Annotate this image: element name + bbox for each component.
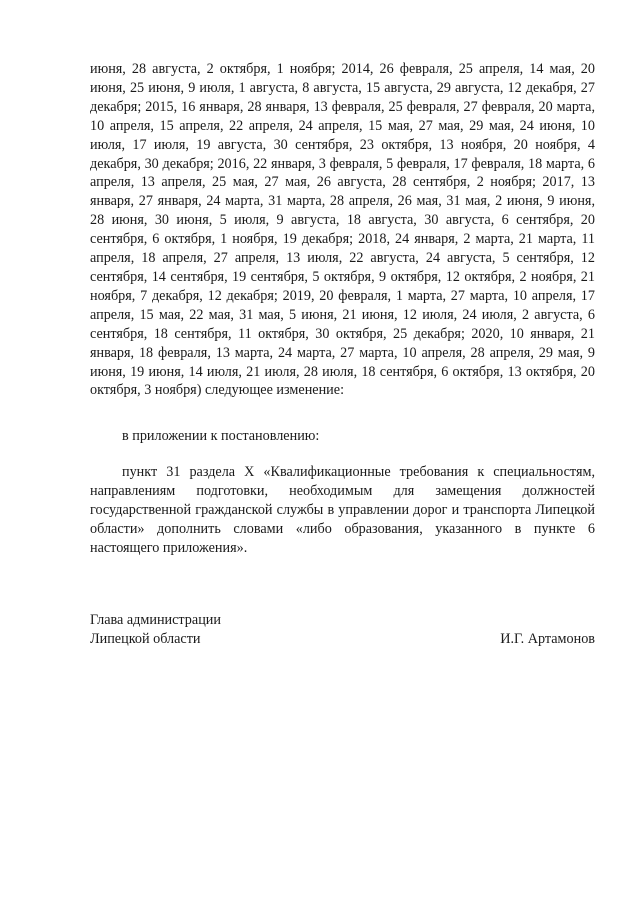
signatory-name: И.Г. Артамонов bbox=[500, 631, 595, 647]
signatory-title-line-2: Липецкой области bbox=[90, 631, 201, 647]
point-paragraph: пункт 31 раздела X «Квалификационные требования к специальностям, направлениям подготовки, необходимым для замещения должностей государственной гражданской службы в управлении дорог и транспорта Липецкой области» дополнить словами «либо образования, указанного в пункте 6 настоящего приложения». bbox=[90, 464, 595, 556]
main-paragraph: июня, 28 августа, 2 октября, 1 ноября; 2014, 26 февраля, 25 апреля, 14 мая, 20 июня, 25 июня, 9 июля, 1 августа, 8 августа, 15 августа, 29 августа, 12 декабря, 27 декабря; 2015, 16 января, 28 января, 13 февраля, 25 февраля, 27 февраля, 20 марта, 10 апреля, 15 апреля, 22 апреля, 24 апреля, 15 мая, 27 мая, 29 мая, 24 июня, 10 июля, 17 июля, 19 августа, 30 сентября, 23 октября, 13 ноября, 20 ноября, 4 декабря, 30 декабря; 2016, 22 января, 3 февраля, 5 февраля, 17 февраля, 18 марта, 6 апреля, 13 апреля, 25 мая, 27 мая, 26 августа, 28 сентября, 2 ноября; 2017, 13 января, 27 января, 24 марта, 31 марта, 28 апреля, 26 мая, 31 мая, 2 июня, 9 июня, 28 июня, 30 июня, 5 июля, 9 августа, 18 августа, 30 августа, 6 сентября, 20 сентября, 6 октября, 1 ноября, 19 декабря; 2018, 24 января, 2 марта, 21 марта, 11 апреля, 18 апреля, 27 апреля, 13 июля, 22 августа, 24 августа, 5 сентября, 12 сентября, 14 сентября, 19 сентября, 5 октября, 9 октября, 12 октября, 2 ноября, 21 ноября, 7 декабря, 12 декабря; 2019, 20 февраля, 1 марта, 27 марта, 10 апреля, 17 апреля, 15 мая, 22 мая, 31 мая, 5 июня, 21 июня, 12 июля, 24 июля, 2 августа, 6 сентября, 18 сентября, 11 октября, 30 октября, 25 декабря; 2020, 10 января, 21 января, 18 февраля, 13 марта, 24 марта, 27 марта, 10 апреля, 28 апреля, 29 мая, 9 июня, 19 июня, 14 июля, 21 июля, 28 июля, 18 сентября, 6 октября, 13 октября, 20 октября, 3 ноября) следующее изменение: bbox=[90, 61, 595, 399]
signatory-title-line-1: Глава администрации bbox=[90, 612, 221, 628]
appendix-paragraph: в приложении к постановлению: bbox=[122, 428, 320, 444]
